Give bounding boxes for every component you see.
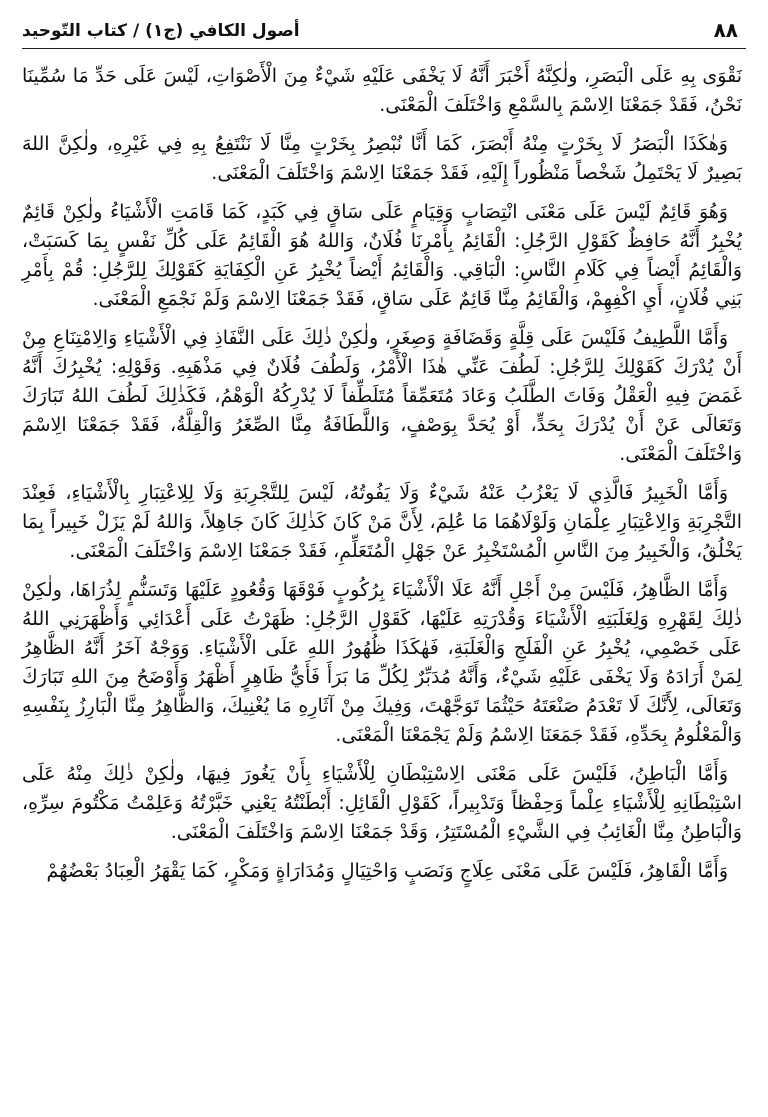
page-header <box>22 16 746 49</box>
running-head: أصول الكافي (ج١) / كتاب التّوحيد <box>22 21 300 41</box>
paragraph-standing: وَهُوَ قَائِمٌ لَيْسَ عَلَى مَعْنَى انْتِصَابٍ وَقِيَامٍ عَلَى سَاقٍ فِي كَبَدٍ، كَمَا قَامَتِ الْأَشْيَاءُ ولٰكِنْ قَائِمٌ يُخْبِرُ أَنَّهُ حَافِظٌ كَقَوْلِ الرَّجُلِ: الْقَائِمُ بِأَمْرِنَا فُلَانٌ، وَاللهُ هُوَ الْقَائِمُ عَلَى كُلِّ نَفْسٍ بِمَا كَسَبَتْ، وَالْقَائِمُ أَيْضاً فِي كَلَامِ النَّاسِ: الْبَاقِي. وَالْقَائِمُ أَيْضاً يُخْبِرُ عَنِ الْكِفَايَةِ كَقَوْلِكَ لِلرَّجُلِ: قُمْ بِأَمْرِ بَنِي فُلَانٍ، أَيِ اكْفِهِمْ، وَالْقَائِمُ مِنَّا قَائِمٌ عَلَى سَاقٍ، فَقَدْ جَمَعْنَا الِاسْمَ وَلَمْ نَجْمَعِ الْمَعْنَى. <box>22 201 742 310</box>
paragraph-aware: وَأَمَّا الْخَبِيرُ فَالَّذِي لَا يَعْزُبُ عَنْهُ شَيْءٌ وَلَا يَفُوتُهُ، لَيْسَ لِلتَّجْرِبَةِ وَلَا لِلِاعْتِبَارِ بِالْأَشْيَاءِ، فَعِنْدَ التَّجْرِبَةِ وَالِاعْتِبَارِ عِلْمَانِ وَلَوْلَاهُمَا مَا عُلِمَ، لِأَنَّ مَنْ كَانَ كَذٰلِكَ كَانَ جَاهِلاً، وَاللهُ لَمْ يَزَلْ خَبِيراً بِمَا يَخْلُقُ، وَالْخَبِيرُ مِنَ النَّاسِ الْمُسْتَخْبِرُ عَنْ جَهْلِ الْمُتَعَلِّمِ، فَقَدْ جَمَعْنَا الِاسْمَ وَاخْتَلَفَ الْمَعْنَى. <box>22 482 742 562</box>
paragraph-seeing: وَهٰكَذَا الْبَصَرُ لَا بِخَرْتٍ مِنْهُ أَبْصَرَ، كَمَا أَنَّا نُبْصِرُ بِخَرْتٍ مِنَّا لَا نَنْتَفِعُ بِهِ فِي غَيْرِهِ، ولٰكِنَّ اللهَ بَصِيرٌ لَا يَحْتَمِلُ شَخْصاً مَنْظُوراً إِلَيْهِ، فَقَدْ جَمَعْنَا الِاسْمَ وَاخْتَلَفَ الْمَعْنَى. <box>22 133 742 184</box>
paragraph-subtle: وَأَمَّا اللَّطِيفُ فَلَيْسَ عَلَى قِلَّةٍ وَقَضَافَةٍ وَصِغَرٍ، ولٰكِنْ ذٰلِكَ عَلَى النَّفَاذِ فِي الْأَشْيَاءِ وَالِامْتِنَاعِ مِنْ أَنْ يُدْرَكَ كَقَوْلِكَ لِلرَّجُلِ: لَطُفَ عَنِّي هٰذَا الْأَمْرُ، وَلَطُفَ فُلَانٌ فِي مَذْهَبِهِ. وَقَوْلِهِ: يُخْبِرُكَ أَنَّهُ غَمَضَ فِيهِ الْعَقْلُ وَفَاتَ الطَّلَبُ وَعَادَ مُتَعَمِّقاً مُتَلَطِّفاً لَا يُدْرِكُهُ الْوَهْمُ، فَكَذٰلِكَ لَطُفَ اللهُ تَبَارَكَ وَتَعَالَى عَنْ أَنْ يُدْرَكَ بِحَدٍّ، أَوْ يُحَدَّ بِوَصْفٍ، وَاللَّطَافَةُ مِنَّا الصِّغَرُ وَالْقِلَّةُ، فَقَدْ جَمَعْنَا الِاسْمَ وَاخْتَلَفَ الْمَعْنَى. <box>22 327 742 465</box>
paragraph-manifest: وَأَمَّا الظَّاهِرُ، فَلَيْسَ مِنْ أَجْلِ أَنَّهُ عَلَا الْأَشْيَاءَ بِرُكُوبٍ فَوْقَهَا وَقُعُودٍ عَلَيْهَا وَتَسَنُّمٍ لِذُرَاهَا، ولٰكِنْ ذٰلِكَ لِقَهْرِهِ وَلِغَلَبَتِهِ الْأَشْيَاءَ وَقُدْرَتِهِ عَلَيْهَا، كَقَوْلِ الرَّجُلِ: ظَهَرْتُ عَلَى أَعْدَائِي وَأَظْهَرَنِي اللهُ عَلَى خَصْمِي، يُخْبِرُ عَنِ الْفَلَجِ وَالْغَلَبَةِ، فَهٰكَذَا ظُهُورُ اللهِ عَلَى الْأَشْيَاءِ. وَوَجْهٌ آخَرُ أَنَّهُ الظَّاهِرُ لِمَنْ أَرَادَهُ وَلَا يَخْفَى عَلَيْهِ شَيْءٌ، وَأَنَّهُ مُدَبِّرٌ لِكُلِّ مَا بَرَأَ فَأَيُّ ظَاهِرٍ أَظْهَرُ وَأَوْضَحُ مِنَ اللهِ تَبَارَكَ وَتَعَالَى، لِأَنَّكَ لَا تَعْدَمُ صَنْعَتَهُ حَيْثُمَا تَوَجَّهْتَ، وَفِيكَ مِنْ آثَارِهِ مَا يُغْنِيكَ، وَالظَّاهِرُ مِنَّا الْبَارِزُ بِنَفْسِهِ وَالْمَعْلُومُ بِحَدِّهِ، فَقَدْ جَمَعَنَا الِاسْمُ وَلَمْ يَجْمَعْنَا الْمَعْنَى. <box>22 579 742 746</box>
paragraph-hearing: نَقْوَى بِهِ عَلَى الْبَصَرِ، ولٰكِنَّهُ أَخْبَرَ أَنَّهُ لَا يَخْفَى عَلَيْهِ شَيْءٌ مِنَ الْأَصْوَاتِ، لَيْسَ عَلَى حَدِّ مَا سُمِّينَا نَحْنُ، فَقَدْ جَمَعْنَا الِاسْمَ بِالسَّمْعِ وَاخْتَلَفَ الْمَعْنَى. <box>22 65 742 116</box>
paragraph-dominant: وَأَمَّا الْقَاهِرُ، فَلَيْسَ عَلَى مَعْنَى عِلَاجٍ وَنَصَبٍ وَاحْتِيَالٍ وَمُدَارَاةٍ وَمَكْرٍ، كَمَا يَقْهَرُ الْعِبَادُ بَعْضُهُمْ <box>46 860 728 882</box>
body-text <box>22 62 742 896</box>
page-number: ٨٨ <box>713 18 738 42</box>
paragraph-hidden: وَأَمَّا الْبَاطِنُ، فَلَيْسَ عَلَى مَعْنَى الِاسْتِبْطَانِ لِلْأَشْيَاءِ بِأَنْ يَغُورَ فِيهَا، ولٰكِنْ ذٰلِكَ مِنْهُ عَلَى اسْتِبْطَانِهِ لِلْأَشْيَاءِ عِلْماً وَحِفْظاً وَتَدْبِيراً، كَقَوْلِ الْقَائِلِ: أَبْطَنْتُهُ يَعْنِي خَبَّرْتُهُ وَعَلِمْتُ مَكْتُومَ سِرِّهِ، وَالْبَاطِنُ مِنَّا الْغَائِبُ فِي الشَّيْءِ الْمُسْتَتِرُ، وَقَدْ جَمَعْنَا الِاسْمَ وَاخْتَلَفَ الْمَعْنَى. <box>22 763 742 843</box>
